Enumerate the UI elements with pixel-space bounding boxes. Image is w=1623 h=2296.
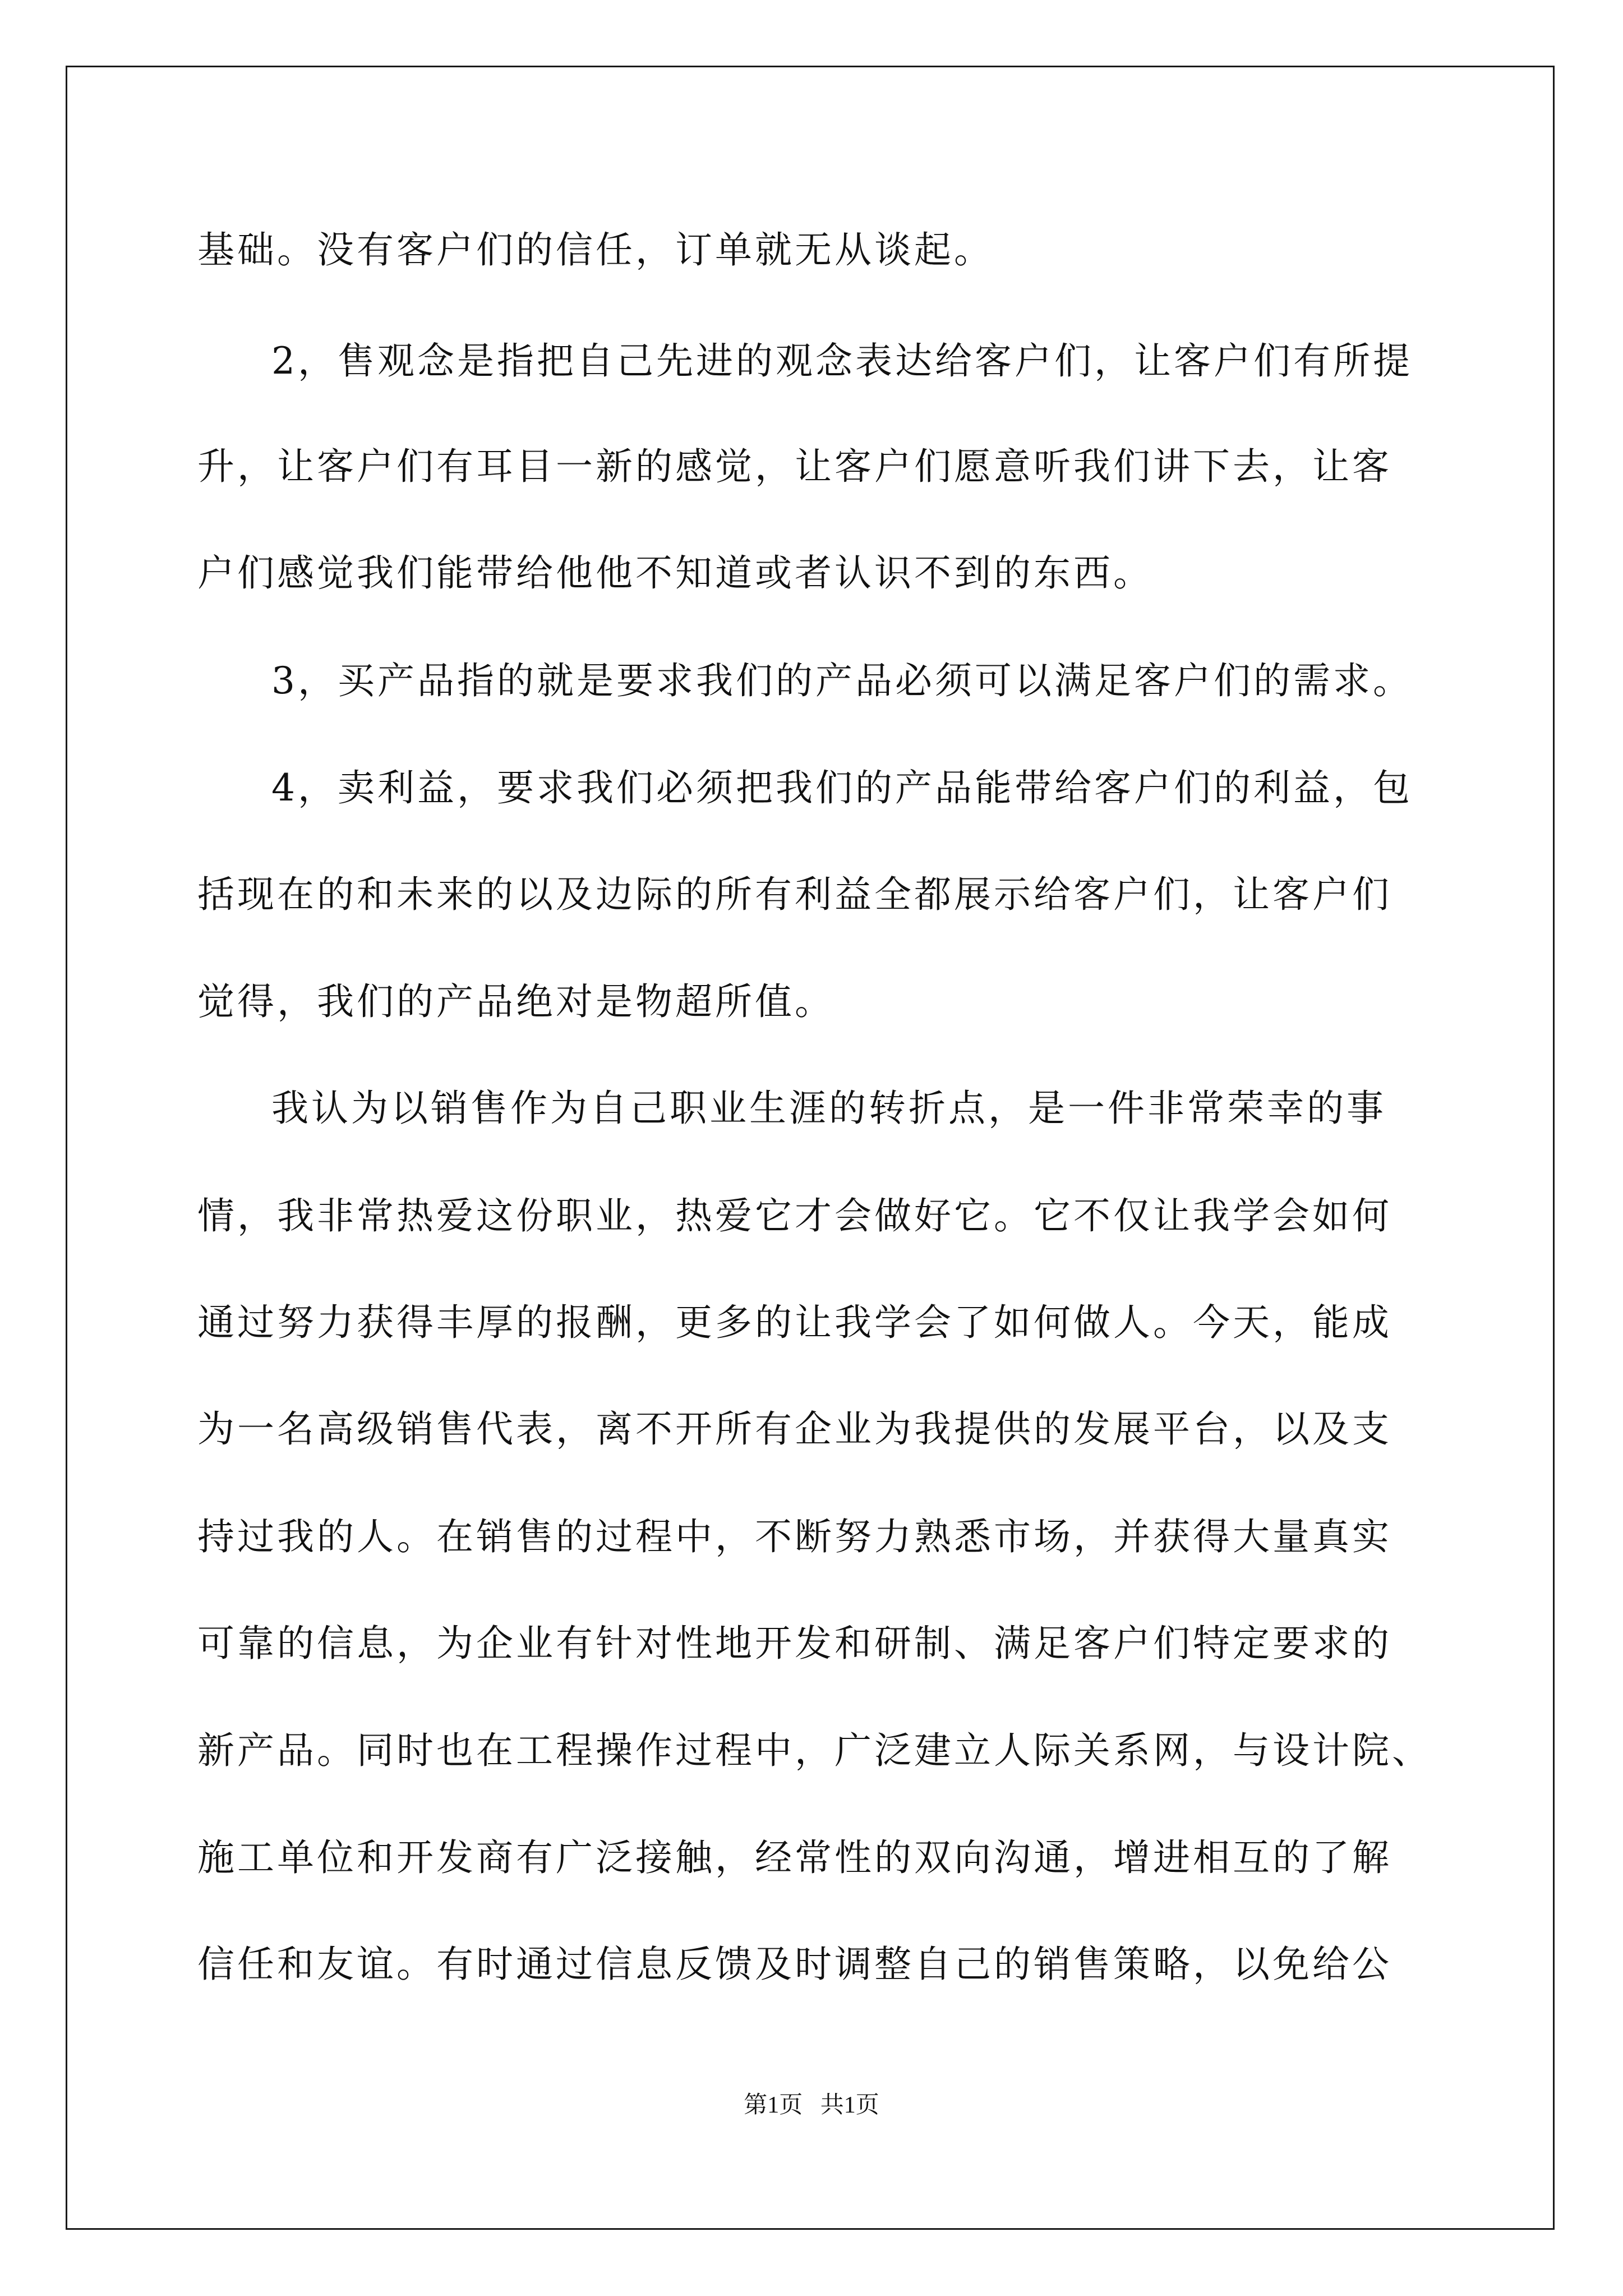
text-line: 户们感觉我们能带给他他不知道或者认识不到的东西。 [197,551,1153,595]
text-line: 信任和友谊。有时通过信息反馈及时调整自己的销售策略，以免给公 [197,1943,1392,1986]
text-line: 为一名高级销售代表，离不开所有企业为我提供的发展平台，以及支 [197,1407,1392,1451]
text-line: 觉得，我们的产品绝对是物超所值。 [197,980,834,1023]
text-line: 2，售观念是指把自己先进的观念表达给客户们，让客户们有所提 [271,339,1413,383]
text-line: 基础。没有客户们的信任，订单就无从谈起。 [197,228,994,272]
text-line: 3，买产品指的就是要求我们的产品必须可以满足客户们的需求。 [271,659,1413,702]
text-line: 括现在的和未来的以及边际的所有利益全都展示给客户们，让客户们 [197,873,1392,916]
text-line: 可靠的信息，为企业有针对性地开发和研制、满足客户们特定要求的 [197,1622,1392,1665]
text-line: 施工单位和开发商有广泛接触，经常性的双向沟通，增进相互的了解 [197,1836,1392,1879]
text-line: 我认为以销售作为自己职业生涯的转折点，是一件非常荣幸的事 [271,1087,1386,1130]
page-number-footer: 第1页 共1页 [744,2092,879,2118]
page-border [66,66,1555,2230]
text-line: 情，我非常热爱这份职业，热爱它才会做好它。它不仅让我学会如何 [197,1194,1392,1237]
text-line: 持过我的人。在销售的过程中，不断努力熟悉市场，并获得大量真实 [197,1515,1392,1558]
text-line: 通过努力获得丰厚的报酬，更多的让我学会了如何做人。今天，能成 [197,1301,1392,1344]
text-line: 4，卖利益，要求我们必须把我们的产品能带给客户们的利益，包 [271,766,1413,809]
text-line: 新产品。同时也在工程操作过程中，广泛建立人际关系网，与设计院、 [197,1729,1432,1772]
text-line: 升，让客户们有耳目一新的感觉，让客户们愿意听我们讲下去，让客 [197,445,1392,488]
